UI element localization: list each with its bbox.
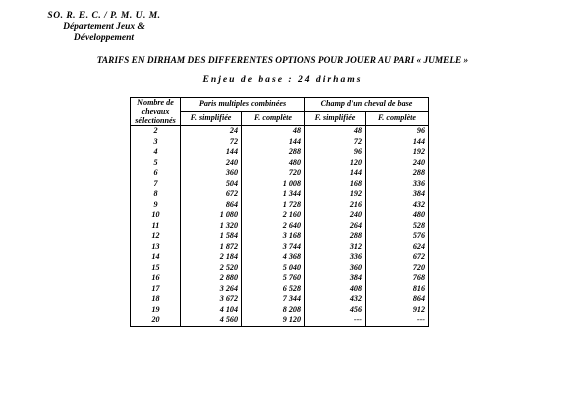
cell-multiple-complete: 9 120	[242, 315, 305, 326]
cell-multiple-complete: 288	[242, 147, 305, 158]
cell-horses: 8	[131, 189, 181, 200]
cell-multiple-simplified: 504	[181, 179, 242, 190]
cell-multiple-simplified: 1 080	[181, 210, 242, 221]
table-row	[131, 252, 429, 263]
table-row	[131, 315, 429, 326]
table-row	[131, 200, 429, 211]
cell-multiple-complete: 5 040	[242, 263, 305, 274]
cell-multiple-complete: 720	[242, 168, 305, 179]
cell-base-complete: 96	[366, 126, 429, 137]
org-name: SO. R. E. C. / P. M. U. M.	[47, 11, 161, 21]
table-row	[131, 294, 429, 305]
cell-multiple-simplified: 240	[181, 158, 242, 169]
cell-multiple-simplified: 1 872	[181, 242, 242, 253]
cell-base-simplified: 264	[305, 221, 366, 232]
table-row	[131, 158, 429, 169]
cell-multiple-complete: 1 728	[242, 200, 305, 211]
cell-base-simplified: ---	[305, 315, 366, 326]
cell-horses: 11	[131, 221, 181, 232]
cell-multiple-simplified: 1 320	[181, 221, 242, 232]
table-row	[131, 210, 429, 221]
cell-multiple-complete: 1 344	[242, 189, 305, 200]
table-row	[131, 242, 429, 253]
table-row	[131, 147, 429, 158]
cell-base-simplified: 240	[305, 210, 366, 221]
col-header-simplified: F. simplifiée	[181, 112, 242, 126]
cell-multiple-simplified: 864	[181, 200, 242, 211]
cell-multiple-complete: 3 744	[242, 242, 305, 253]
cell-base-simplified: 120	[305, 158, 366, 169]
cell-base-complete: 816	[366, 284, 429, 295]
cell-horses: 13	[131, 242, 181, 253]
tariff-table	[130, 97, 429, 327]
col-header-complete: F. complète	[366, 112, 429, 126]
cell-horses: 6	[131, 168, 181, 179]
cell-horses: 4	[131, 147, 181, 158]
cell-base-simplified: 144	[305, 168, 366, 179]
cell-base-complete: 768	[366, 273, 429, 284]
cell-horses: 12	[131, 231, 181, 242]
cell-multiple-complete: 6 528	[242, 284, 305, 295]
table-row	[131, 168, 429, 179]
table-row	[131, 221, 429, 232]
cell-multiple-simplified: 4 104	[181, 305, 242, 316]
cell-base-simplified: 72	[305, 137, 366, 148]
cell-base-simplified: 360	[305, 263, 366, 274]
cell-base-simplified: 288	[305, 231, 366, 242]
cell-multiple-complete: 1 008	[242, 179, 305, 190]
table-header	[131, 98, 429, 126]
cell-multiple-complete: 4 368	[242, 252, 305, 263]
cell-horses: 5	[131, 158, 181, 169]
cell-base-simplified: 384	[305, 273, 366, 284]
cell-horses: 20	[131, 315, 181, 326]
cell-multiple-simplified: 2 880	[181, 273, 242, 284]
cell-base-simplified: 192	[305, 189, 366, 200]
department-name: Département Jeux & Développement	[63, 22, 145, 43]
cell-multiple-simplified: 3 672	[181, 294, 242, 305]
cell-base-complete: 432	[366, 200, 429, 211]
cell-multiple-simplified: 1 584	[181, 231, 242, 242]
cell-horses: 16	[131, 273, 181, 284]
cell-multiple-complete: 144	[242, 137, 305, 148]
cell-multiple-complete: 2 640	[242, 221, 305, 232]
cell-multiple-simplified: 144	[181, 147, 242, 158]
cell-base-simplified: 168	[305, 179, 366, 190]
col-header-horses: Nombre de chevaux sélectionnés	[131, 98, 181, 126]
cell-multiple-simplified: 2 184	[181, 252, 242, 263]
cell-base-complete: 912	[366, 305, 429, 316]
cell-base-simplified: 216	[305, 200, 366, 211]
cell-multiple-simplified: 2 520	[181, 263, 242, 274]
cell-base-complete: 672	[366, 252, 429, 263]
cell-horses: 10	[131, 210, 181, 221]
cell-base-simplified: 408	[305, 284, 366, 295]
cell-multiple-complete: 3 168	[242, 231, 305, 242]
cell-multiple-simplified: 24	[181, 126, 242, 137]
cell-base-simplified: 96	[305, 147, 366, 158]
cell-base-complete: 240	[366, 158, 429, 169]
cell-base-complete: 720	[366, 263, 429, 274]
cell-horses: 3	[131, 137, 181, 148]
cell-multiple-simplified: 672	[181, 189, 242, 200]
cell-base-complete: 576	[366, 231, 429, 242]
organization-header	[34, 11, 174, 44]
cell-horses: 18	[131, 294, 181, 305]
table-row	[131, 189, 429, 200]
col-header-complete: F. complète	[242, 112, 305, 126]
cell-multiple-simplified: 72	[181, 137, 242, 148]
col-group-base-horse: Champ d'un cheval de base	[305, 98, 429, 112]
cell-base-complete: ---	[366, 315, 429, 326]
cell-base-complete: 144	[366, 137, 429, 148]
cell-base-simplified: 48	[305, 126, 366, 137]
cell-base-complete: 624	[366, 242, 429, 253]
table-body	[131, 126, 429, 327]
cell-multiple-complete: 8 208	[242, 305, 305, 316]
table-row	[131, 231, 429, 242]
cell-base-complete: 384	[366, 189, 429, 200]
col-header-simplified: F. simplifiée	[305, 112, 366, 126]
document-subtitle: Enjeu de base : 24 dirhams	[202, 74, 363, 85]
cell-base-complete: 864	[366, 294, 429, 305]
cell-multiple-complete: 7 344	[242, 294, 305, 305]
table-row	[131, 305, 429, 316]
table-row	[131, 263, 429, 274]
cell-base-simplified: 336	[305, 252, 366, 263]
table-row	[131, 284, 429, 295]
cell-multiple-simplified: 4 560	[181, 315, 242, 326]
cell-base-complete: 480	[366, 210, 429, 221]
table-row	[131, 126, 429, 137]
cell-base-simplified: 456	[305, 305, 366, 316]
table-row	[131, 273, 429, 284]
cell-horses: 14	[131, 252, 181, 263]
cell-base-simplified: 312	[305, 242, 366, 253]
col-group-multiple-bets: Paris multiples combinées	[181, 98, 305, 112]
cell-horses: 19	[131, 305, 181, 316]
cell-horses: 9	[131, 200, 181, 211]
cell-horses: 17	[131, 284, 181, 295]
cell-multiple-simplified: 360	[181, 168, 242, 179]
table-row	[131, 137, 429, 148]
cell-horses: 2	[131, 126, 181, 137]
cell-base-complete: 528	[366, 221, 429, 232]
cell-multiple-complete: 5 760	[242, 273, 305, 284]
table-row	[131, 179, 429, 190]
cell-multiple-complete: 2 160	[242, 210, 305, 221]
cell-base-complete: 288	[366, 168, 429, 179]
cell-multiple-simplified: 3 264	[181, 284, 242, 295]
cell-multiple-complete: 48	[242, 126, 305, 137]
cell-base-complete: 336	[366, 179, 429, 190]
cell-horses: 7	[131, 179, 181, 190]
cell-base-simplified: 432	[305, 294, 366, 305]
cell-horses: 15	[131, 263, 181, 274]
document-title: TARIFS EN DIRHAM DES DIFFERENTES OPTIONS POUR JOUER AU PARI « JUMELE »	[96, 56, 469, 66]
cell-base-complete: 192	[366, 147, 429, 158]
cell-multiple-complete: 480	[242, 158, 305, 169]
